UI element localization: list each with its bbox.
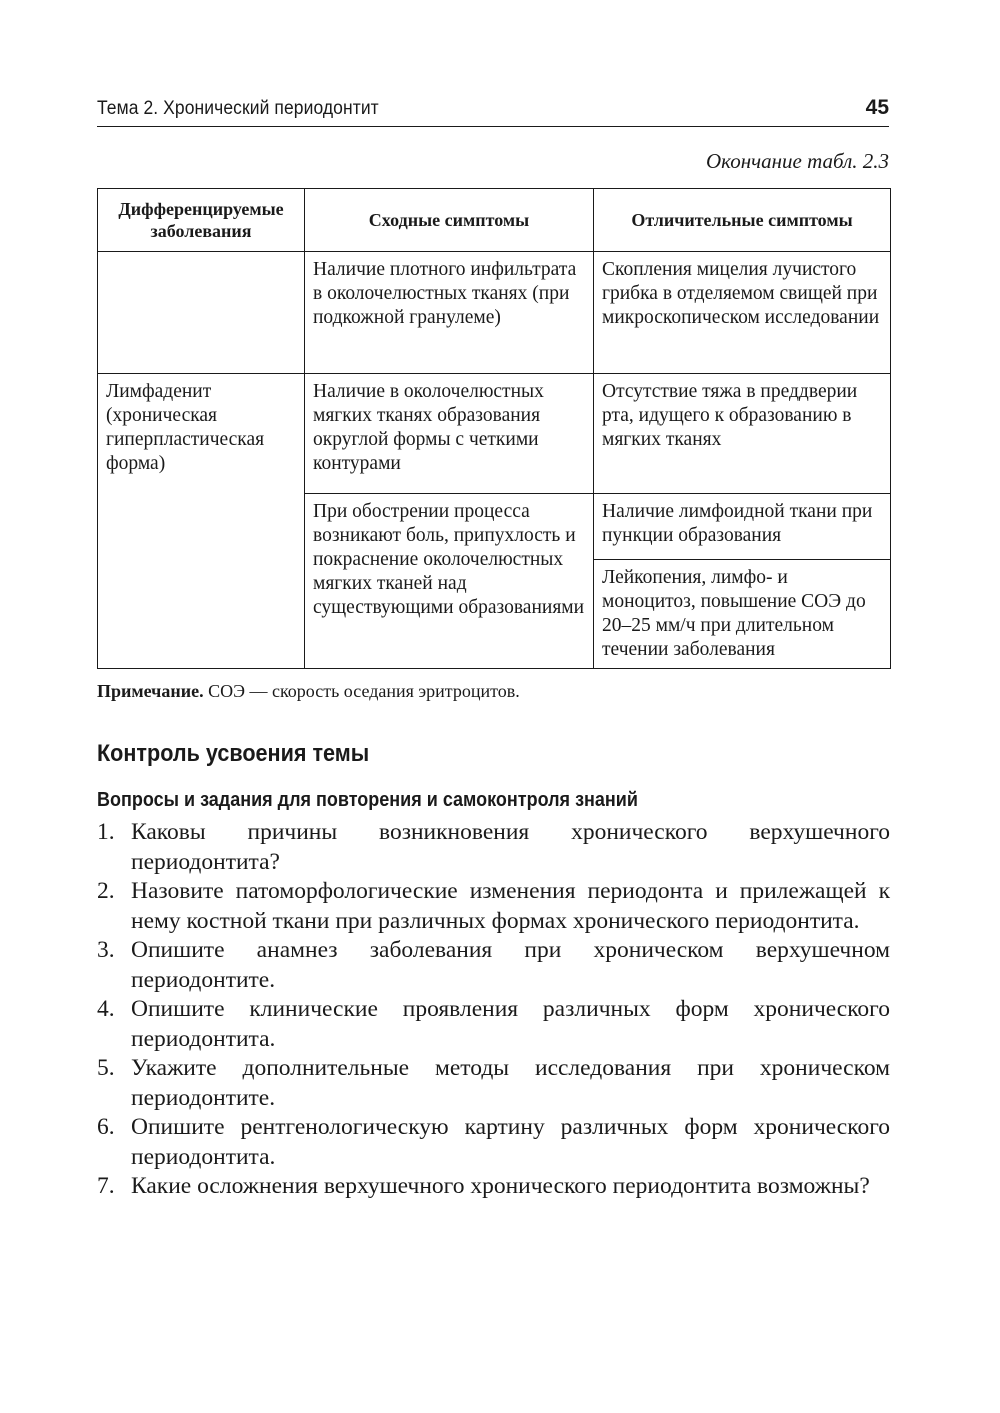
question-text: Назовите патоморфологические изменения периодонта и прилежащей к нему костной ткани при различных формах хронического периодонтита.: [131, 878, 890, 934]
cell-similar: Наличие в околочелюстных мягких тканях образования округлой формы с четкими контурами: [305, 374, 594, 494]
list-item: [97, 936, 890, 995]
cell-disease-lymphadenitis: Лимфаденит (хроническая гиперпластическая форма): [98, 374, 305, 669]
list-item: [97, 1113, 890, 1172]
question-number: 3.: [97, 937, 115, 963]
cell-distinct: Отсутствие тяжа в преддверии рта, идущего к образованию в мягких тканях: [594, 374, 891, 494]
page-number: 45: [865, 96, 889, 119]
question-number: 5.: [97, 1055, 115, 1081]
table-row: [98, 252, 891, 374]
cell-disease: [98, 252, 305, 374]
note-label: Примечание.: [97, 681, 204, 701]
question-text: Какие осложнения верхушечного хронического периодонтита возможны?: [131, 1173, 870, 1199]
differential-table: [97, 188, 891, 669]
table-row: [98, 374, 891, 494]
question-number: 7.: [97, 1173, 115, 1199]
question-number: 2.: [97, 878, 115, 904]
list-item: [97, 995, 890, 1054]
cell-distinct: Наличие лимфоидной ткани при пункции образования: [594, 494, 891, 560]
running-title: Тема 2. Хронический периодонтит: [97, 98, 379, 119]
header-similar-symptoms: Сходные симптомы: [305, 189, 594, 252]
list-item: [97, 877, 890, 936]
list-item: [97, 1172, 890, 1202]
questions-list: [97, 818, 890, 1202]
table-caption: Окончание табл. 2.3: [706, 149, 889, 173]
question-number: 1.: [97, 819, 115, 845]
table-header-row: [98, 189, 891, 252]
question-text: Опишите рентгенологическую картину различных форм хронического периодонтита.: [131, 1114, 890, 1170]
question-number: 4.: [97, 996, 115, 1022]
question-text: Укажите дополнительные методы исследования при хроническом периодонтите.: [131, 1055, 890, 1111]
question-text: Каковы причины возникновения хронического верхушечного периодонтита?: [131, 819, 890, 875]
cell-similar: Наличие плотного инфильтрата в околочелюстных тканях (при подкожной гранулеме): [305, 252, 594, 374]
question-text: Опишите анамнез заболевания при хроническом верхушечном периодонтите.: [131, 937, 890, 993]
list-item: [97, 818, 890, 877]
table-note: [97, 681, 520, 702]
note-text: СОЭ — скорость оседания эритроцитов.: [203, 681, 520, 701]
subsection-heading: Вопросы и задания для повторения и самоконтроля знаний: [97, 789, 638, 811]
list-item: [97, 1054, 890, 1113]
question-text: Опишите клинические проявления различных форм хронического периодонтита.: [131, 996, 890, 1052]
question-number: 6.: [97, 1114, 115, 1140]
cell-distinct: Лейкопения, лимфо- и моноцитоз, повышение СОЭ до 20–25 мм/ч при длительном течении заболевания: [594, 560, 891, 669]
header-diseases: Дифференцируемые заболевания: [98, 189, 305, 252]
running-header: [97, 96, 889, 127]
section-heading: Контроль усвоения темы: [97, 740, 370, 767]
cell-distinct: Скопления мицелия лучистого грибка в отделяемом свищей при микроскопическом исследовании: [594, 252, 891, 374]
header-distinct-symptoms: Отличительные симптомы: [594, 189, 891, 252]
cell-similar: При обострении процесса возникают боль, припухлость и покраснение околочелюстных мягких тканей над существующими образованиями: [305, 494, 594, 669]
